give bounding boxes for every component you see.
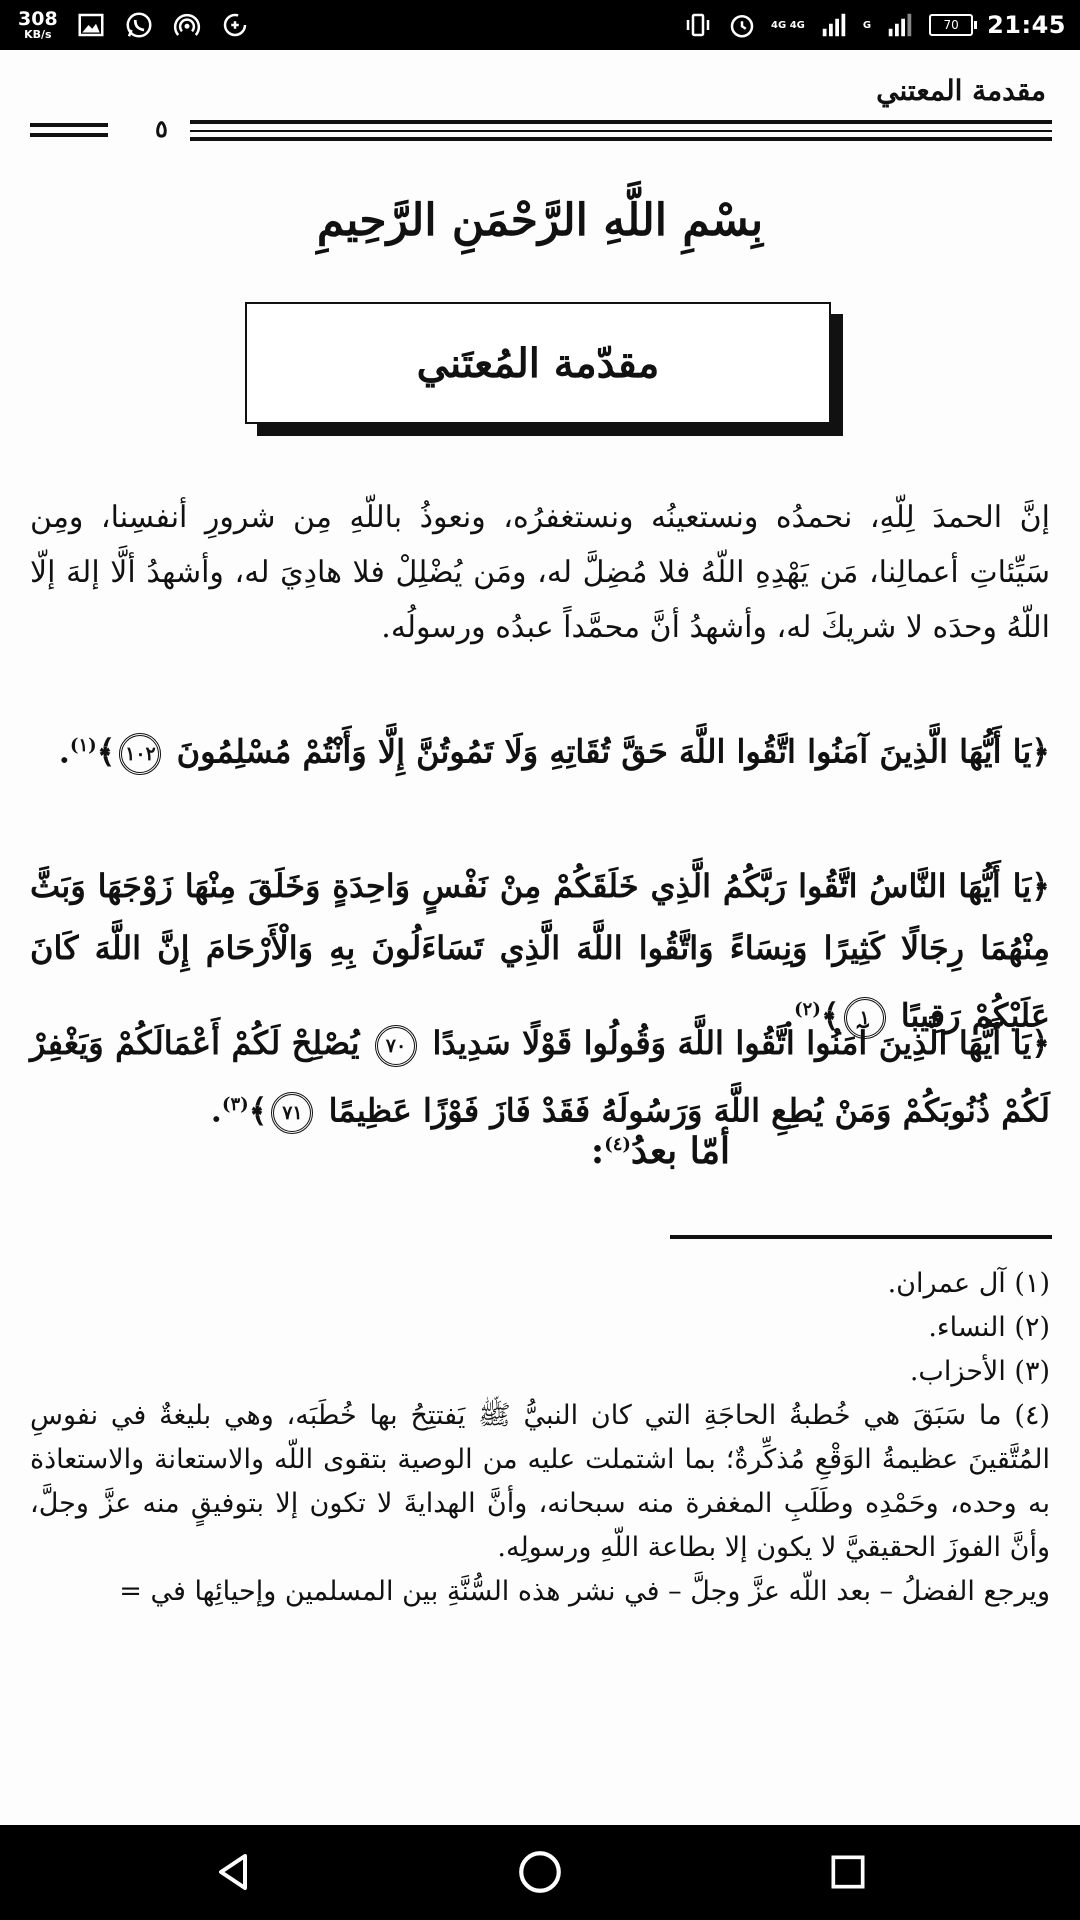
status-bar [0,0,1080,50]
header-rule-left-2 [30,133,108,137]
clock: 21:45 [987,11,1066,39]
footnote-2: (٢) النساء. [928,1312,1050,1343]
battery-icon [929,14,973,36]
header-rule-right-3 [190,137,1052,141]
footnote-4: (٤) ما سَبَقَ هي خُطبةُ الحاجَةِ التي كان النبيُّ ﷺ يَفتتِحُ بها خُطَبَه، وهي بليغةٌ في نفوسِ المُتَّقينَ عظيمةُ الوَقْعِ مُذكِّرةٌ؛ بما اشتملت عليه من الوصية بتقوى اللّه والاستعانة والاستعاذة به وحده، وحَمْدِه وطَلَبِ المغفرة منه سبحانه، وأنَّ الهدايةَ لا تكون إلا بتوفيقٍ منه عزَّ وجلَّ، وأنَّ الفوزَ الحقيقيَّ لا يكون إلا بطاعة اللّهِ ورسولِه. [30,1400,1050,1563]
back-icon [209,1848,257,1896]
recents-icon [826,1850,870,1894]
home-button[interactable] [510,1842,570,1902]
footnotes [30,1262,1050,1614]
status-right [683,4,1066,46]
footnote-ref: (٣) [221,1094,249,1115]
network-type-label: 4G 4G [771,19,805,31]
footnote-ref: (١) [69,735,97,756]
verse-2: ﴿يَا أَيُّهَا النَّاسُ اتَّقُوا رَبَّكُمُ الَّذِي خَلَقَكُمْ مِنْ نَفْسٍ وَاحِدَةٍ وَخَلَقَ مِنْهَا زَوْجَهَا وَبَثَّ مِنْهُمَا رِجَالًا كَثِيرًا وَنِسَاءً وَاتَّقُوا اللَّهَ الَّذِي تَسَاءَلُونَ بِهِ وَالْأَرْحَامَ إِنَّ اللَّهَ كَانَ عَلَيْكُمْ رَقِيبًا ١﴾$^{(٢)}$. [30,855,1050,1047]
hotspot-icon [172,10,202,40]
footnote-ref: (٤) [604,1134,631,1155]
home-icon [515,1847,565,1897]
amma-baad-text: أمّا بعدُ [630,1130,730,1172]
signal-icon [819,10,849,40]
header-rule-left-1 [30,123,108,127]
data-saver-icon [220,10,250,40]
ayah-marker: ١ [844,997,886,1039]
footnote-ref: (٢) [794,999,821,1020]
chapter-title: مقدّمة المُعتَني [416,339,660,387]
verse-3: ﴿يَا أَيُّهَا الَّذِينَ آمَنُوا اتَّقُوا اللَّهَ وَقُولُوا قَوْلًا سَدِيدًا ٧٠ يُصْلِحْ لَكُمْ أَعْمَالَكُمْ وَيَغْفِرْ لَكُمْ ذُنُوبَكُمْ وَمَنْ يُطِعِ اللَّهَ وَرَسُولَهُ فَقَدْ فَازَ فَوْزًا عَظِيمًا ٧١﴾$^{(٣)}$. [30,1012,1050,1142]
whatsapp-icon [124,10,154,40]
intro-paragraph: إنَّ الحمدَ لِلّهِ، نحمدُه ونستعينُه ونستغفرُه، ونعوذُ باللّهِ مِن شرورِ أنفسِنا، ومِن سَيِّئاتِ أعمالِنا، مَن يَهْدِهِ اللّهُ فلا مُضِلَّ له، ومَن يُضْلِلْ فلا هادِيَ له، وأشهدُ ألَّا إلهَ إلّا اللّهُ وحدَه لا شريكَ له، وأشهدُ أنَّ محمَّداً عبدُه ورسولُه. [30,500,1050,645]
footnote-1: (١) آل عمران. [887,1268,1050,1299]
signal-icon-2 [885,10,915,40]
ayah-marker: ٧٠ [375,1025,417,1067]
verse-3-text-b: يُصْلِحْ لَكُمْ أَعْمَالَكُمْ وَيَغْفِرْ لَكُمْ ذُنُوبَكُمْ وَمَنْ يُطِعِ اللَّهَ وَرَسُولَهُ فَقَدْ فَازَ فَوْزًا عَظِيمًا [30,1024,1050,1130]
verse-2-text: ﴿يَا أَيُّهَا النَّاسُ اتَّقُوا رَبَّكُمُ الَّذِي خَلَقَكُمْ مِنْ نَفْسٍ وَاحِدَةٍ وَخَلَقَ مِنْهَا زَوْجَهَا وَبَثَّ مِنْهُمَا رِجَالًا كَثِيرًا وَنِسَاءً وَاتَّقُوا اللَّهَ الَّذِي تَسَاءَلُونَ بِهِ وَالْأَرْحَامَ إِنَّ اللَّهَ كَانَ عَلَيْكُمْ رَقِيبًا [30,867,1050,1035]
network-speed [18,10,58,40]
title-box [245,302,831,424]
footnote-separator [670,1235,1052,1239]
ayah-marker: ٧١ [271,1092,313,1134]
back-button[interactable] [203,1842,263,1902]
network-speed-value: 308 [18,8,58,30]
amma-baad-heading: أمّا بعدُ$^{(٤)}$: [590,1130,730,1172]
verse-1: ﴿يَا أَيُّهَا الَّذِينَ آمَنُوا اتَّقُوا اللَّهَ حَقَّ تُقَاتِهِ وَلَا تَمُوتُنَّ إِلَّا وَأَنْتُمْ مُسْلِمُونَ ١٠٢﴾$^{(١)}$. [30,715,1050,783]
header-rule-right-1 [190,120,1052,124]
footnote-3: (٣) الأحزاب. [909,1356,1050,1387]
running-head: مقدمة المعتني [876,74,1046,107]
recents-button[interactable] [818,1842,878,1902]
header-rule-right-2 [190,130,1052,132]
verse-1-text: ﴿يَا أَيُّهَا الَّذِينَ آمَنُوا اتَّقُوا اللَّهَ حَقَّ تُقَاتِهِ وَلَا تَمُوتُنَّ إِلَّا وَأَنْتُمْ مُسْلِمُونَ [176,732,1050,771]
page-number: ٥ [155,114,168,143]
battery-level: 70 [943,18,959,32]
ayah-marker: ١٠٢ [119,733,161,775]
navigation-bar [0,1825,1080,1920]
network-type-label-2: G [862,19,872,31]
basmala: بِسْمِ اللَّهِ الرَّحْمَنِ الرَّحِيمِ [316,195,764,246]
footnote-continuation: ويرجع الفضلُ – بعد اللّه عزَّ وجلَّ – في نشر هذه السُّنَّةِ بين المسلمين وإحيائِها في = [119,1576,1050,1607]
status-left [18,4,250,46]
alarm-icon [727,10,757,40]
vibrate-icon [683,10,713,40]
network-speed-unit: KB/s [24,28,52,41]
book-page[interactable] [0,50,1080,1825]
image-icon [76,10,106,40]
verse-3-text-a: ﴿يَا أَيُّهَا الَّذِينَ آمَنُوا اتَّقُوا اللَّهَ وَقُولُوا قَوْلًا سَدِيدًا [432,1024,1051,1062]
